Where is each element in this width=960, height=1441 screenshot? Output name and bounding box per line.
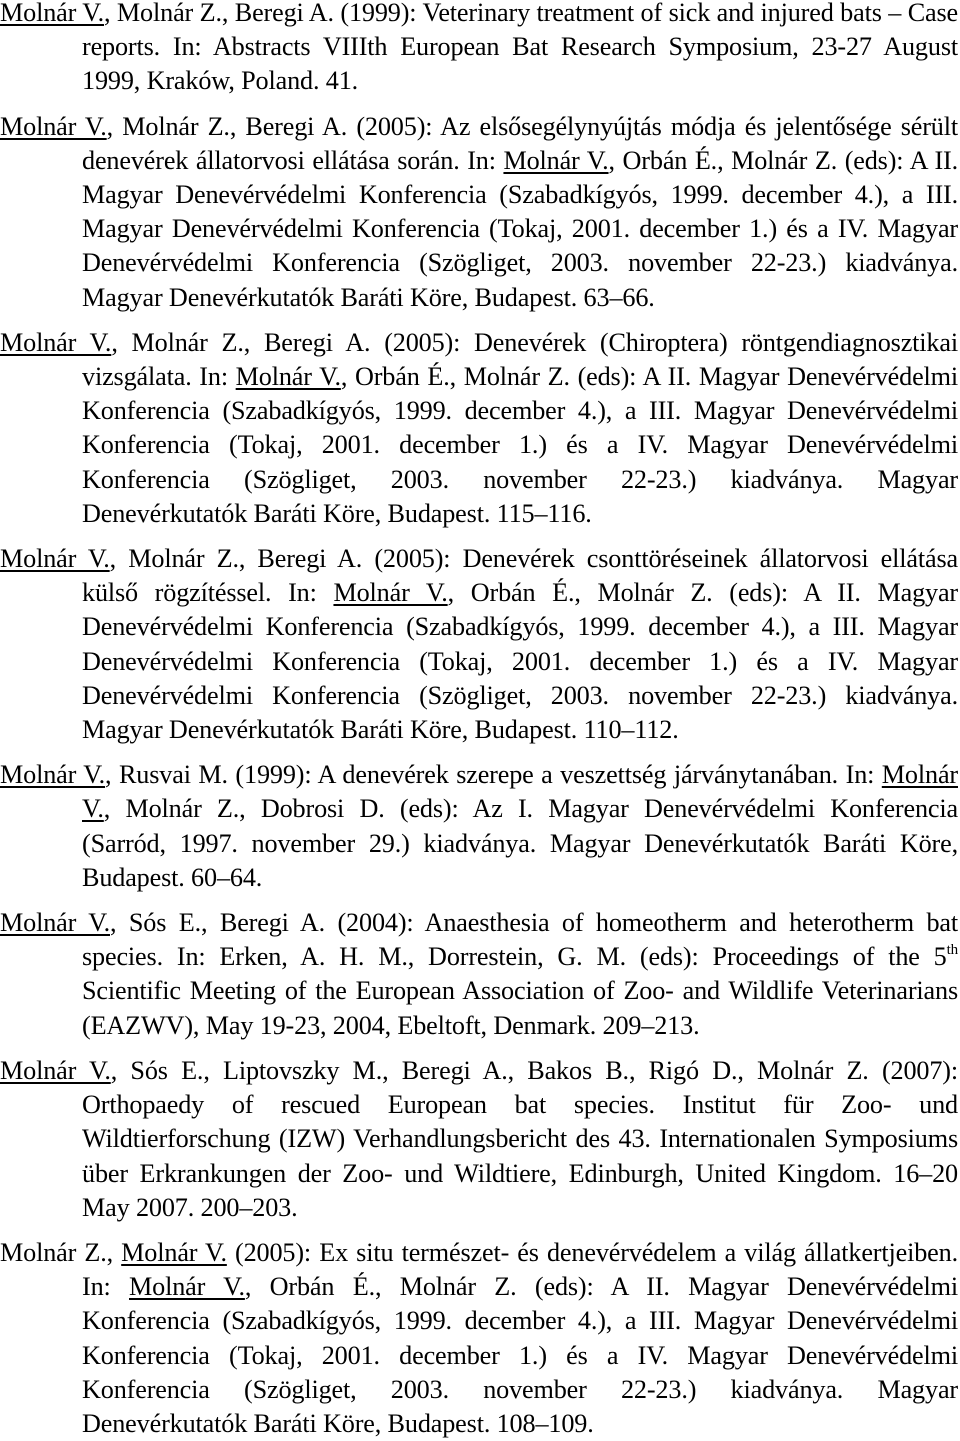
reference-text: , Molnár Z., Beregi A. (1999): Veterinary treatment of sick and injured bats – Case reports. In: Abstracts VIIIth European Bat Research Symposium, 23-27 August 1999, Kraków, Poland. 41. <box>82 0 958 96</box>
author-underlined: Molnár V. <box>0 760 106 790</box>
reference-entry <box>0 1236 958 1441</box>
reference-text: , Sós E., Beregi A. (2004): Anaesthesia of homeotherm and heterotherm bat species. In: Erken, A. H. M., Dorrestein, G. M. (eds): Proceedings of the 5 <box>82 908 959 972</box>
reference-entry <box>0 542 958 747</box>
author-underlined: Molnár V. <box>0 908 110 938</box>
reference-entry <box>0 110 958 315</box>
author-underlined: Molnár V. <box>0 327 112 357</box>
author-underlined: Molnár V. <box>0 111 107 141</box>
author-underlined: Molnár V. <box>129 1272 245 1302</box>
reference-entry <box>0 0 958 99</box>
reference-text: (2005): Ex situ természet- és denevérvédelem a világ állatkertjeiben. In: <box>82 1237 958 1302</box>
reference-text: , Orbán É., Molnár Z. (eds): A II. Magyar Denevérvédelmi Konferencia (Szabadkígyós, 1999. december 4.), a III. Magyar Denevérvédelmi Konferencia (Tokaj, 2001. december 1.) és a IV. Magyar Denevérvédelmi Konferencia (Szögliget, 2003. november 22-23.) kiadványa. Magyar Denevérkutatók Baráti Köre, Budapest. 115–116. <box>82 362 959 528</box>
reference-text: , Orbán É., Molnár Z. (eds): A II. Magyar Denevérvédelmi Konferencia (Szabadkígyós, 1999. december 4.), a III. Magyar Denevérvédelmi Konferencia (Tokaj, 2001. december 1.) és a IV. Magyar Denevérvédelmi Konferencia (Szögliget, 2003. november 22-23.) kiadványa. Magyar Denevérkutatók Baráti Köre, Budapest. 110–112. <box>82 578 959 745</box>
reference-text: , Orbán É., Molnár Z. (eds): A II. Magyar Denevérvédelmi Konferencia (Szabadkígyós, 1999. december 4.), a III. Magyar Denevérvédelmi Konferencia (Tokaj, 2001. december 1.) és a IV. Magyar Denevérvédelmi Konferencia (Szögliget, 2003. november 22-23.) kiadványa. Magyar Denevérkutatók Baráti Köre, Budapest. 108–109. <box>82 1272 958 1438</box>
reference-text: Molnár Z., <box>0 1237 122 1267</box>
author-underlined: Molnár V. <box>0 1055 111 1085</box>
reference-entry <box>0 906 958 1043</box>
author-underlined: Molnár V. <box>333 578 448 608</box>
reference-text: , Molnár Z., Beregi A. (2005): Denevérek (Chiroptera) röntgendiagnosztikai vizsgálata. In: <box>82 327 958 392</box>
reference-entry <box>0 326 958 531</box>
reference-text: , Molnár Z., Beregi A. (2005): Denevérek csonttöréseinek állatorvosi ellátása külső rögzítéssel. In: <box>82 544 958 608</box>
superscript: th <box>946 941 958 958</box>
reference-text: , Orbán É., Molnár Z. (eds): A II. Magyar Denevérvédelmi Konferencia (Szabadkígyós, 1999. december 4.), a III. Magyar Denevérvédelmi Konferencia (Tokaj, 2001. december 1.) és a IV. Magyar Denevérvédelmi Konferencia (Szögliget, 2003. november 22-23.) kiadványa. Magyar Denevérkutatók Baráti Köre, Budapest. 63–66. <box>82 145 959 312</box>
author-underlined: Molnár V. <box>121 1237 227 1267</box>
author-underlined: Molnár V. <box>82 760 958 824</box>
author-underlined: Molnár V. <box>503 145 609 175</box>
author-underlined: Molnár V. <box>0 0 105 27</box>
reference-text: Scientific Meeting of the European Association of Zoo- and Wildlife Veterinarians (EAZWV), May 19-23, 2004, Ebeltoft, Denmark. 209–213. <box>82 976 958 1040</box>
reference-text: , Molnár Z., Beregi A. (2005): Az elsősegélynyújtás módja és jelentősége sérült denevérek állatorvosi ellátása során. In: <box>82 111 958 175</box>
reference-text: , Molnár Z., Dobrosi D. (eds): Az I. Magyar Denevérvédelmi Konferencia (Sarród, 1997. november 29.) kiadványa. Magyar Denevérkutatók Baráti Köre, Budapest. 60–64. <box>82 794 958 892</box>
reference-text: , Sós E., Liptovszky M., Beregi A., Bakos B., Rigó D., Molnár Z. (2007): Orthopaedy of rescued European bat species. Institut für Zoo- und Wildtierforschung (IZW) Verhandlungsbericht des 43. Internationalen Symposiums über Erkrankungen der Zoo- und Wildtiere, Edinburgh, United Kingdom. 16–20 May 2007. 200–203. <box>82 1055 958 1222</box>
reference-entry <box>0 1054 958 1225</box>
author-underlined: Molnár V. <box>235 362 341 392</box>
author-underlined: Molnár V. <box>0 544 110 574</box>
reference-entry <box>0 758 958 895</box>
reference-text: , Rusvai M. (1999): A denevérek szerepe a veszettség járványtanában. In: <box>105 760 882 790</box>
